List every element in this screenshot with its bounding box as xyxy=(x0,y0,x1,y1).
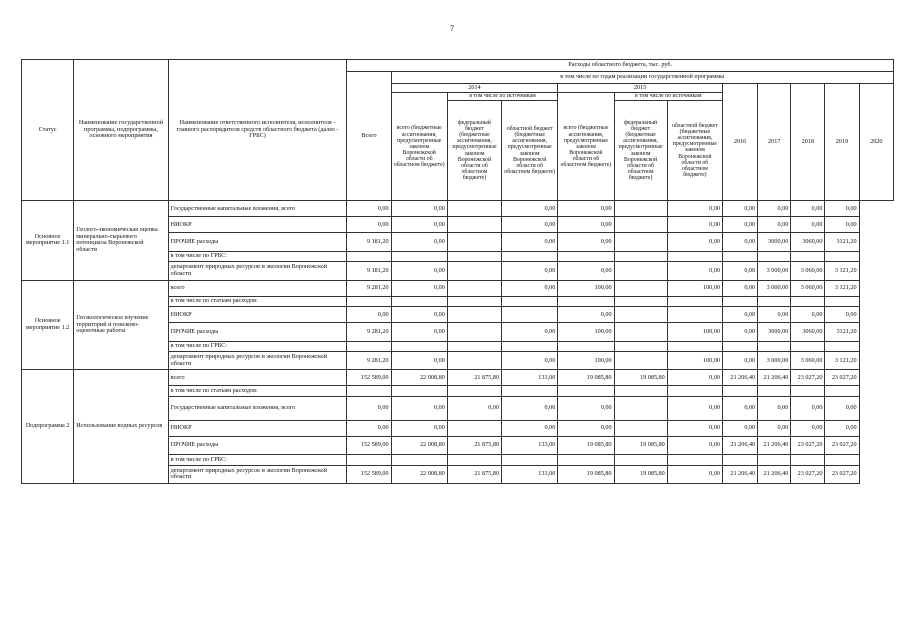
value-cell: 0,00 xyxy=(723,217,758,233)
value-cell: 0,00 xyxy=(825,397,859,421)
value-cell xyxy=(447,296,501,307)
header-executor: Наименование ответственного исполнителя, исполнителя - главного распорядителя средств областного бюджета (далее - ГРБС) xyxy=(168,60,347,201)
value-cell: 23 027,20 xyxy=(825,370,859,386)
value-cell: 3 060,00 xyxy=(791,262,825,280)
value-cell xyxy=(347,341,391,352)
value-cell: 100,00 xyxy=(558,323,614,341)
value-cell: 3060,00 xyxy=(791,233,825,251)
value-cell xyxy=(447,251,501,262)
value-cell xyxy=(791,341,825,352)
value-cell xyxy=(667,307,722,323)
header-2014-federal: федеральный бюджет (бюджетные ассигнования, предусмотренные законом Воронежской области об областном бюджете) xyxy=(447,100,501,201)
value-cell xyxy=(723,454,758,465)
value-cell: 0,00 xyxy=(791,397,825,421)
value-cell: 0,00 xyxy=(723,233,758,251)
value-cell xyxy=(347,296,391,307)
value-cell: 0,00 xyxy=(667,420,722,436)
header-year-2017: 2017 xyxy=(758,83,791,201)
value-cell: 0,00 xyxy=(667,397,722,421)
value-cell: 21 206,40 xyxy=(758,465,791,483)
value-cell xyxy=(825,251,859,262)
status-cell: Основное мероприятие 1.1 xyxy=(22,201,74,280)
value-cell: 133,00 xyxy=(502,436,558,454)
value-cell: 0,00 xyxy=(502,280,558,296)
value-cell: 0,00 xyxy=(791,420,825,436)
table-row xyxy=(22,280,894,296)
value-cell xyxy=(502,296,558,307)
row-label-cell: ПРОЧИЕ расходы xyxy=(168,436,347,454)
value-cell xyxy=(502,251,558,262)
header-year-2016: 2016 xyxy=(723,83,758,201)
value-cell: 100,00 xyxy=(667,323,722,341)
status-cell: Основное мероприятие 1.2 xyxy=(22,280,74,370)
value-cell xyxy=(347,251,391,262)
row-label-cell: НИОКР xyxy=(168,217,347,233)
value-cell: 0,00 xyxy=(758,420,791,436)
value-cell: 0,00 xyxy=(558,262,614,280)
page-number: 7 xyxy=(450,24,454,33)
value-cell xyxy=(502,307,558,323)
value-cell: 0,00 xyxy=(502,420,558,436)
value-cell: 19 085,80 xyxy=(614,370,667,386)
value-cell: 21 206,40 xyxy=(758,370,791,386)
value-cell: 100,00 xyxy=(667,280,722,296)
value-cell: 3000,00 xyxy=(758,233,791,251)
value-cell xyxy=(614,280,667,296)
value-cell xyxy=(447,341,501,352)
value-cell: 3060,00 xyxy=(791,323,825,341)
value-cell: 0,00 xyxy=(347,397,391,421)
row-label-cell: департамент природных ресурсов и экологии Воронежской области xyxy=(168,465,347,483)
value-cell xyxy=(614,201,667,217)
value-cell xyxy=(447,262,501,280)
value-cell: 0,00 xyxy=(502,352,558,370)
value-cell xyxy=(825,296,859,307)
value-cell xyxy=(614,420,667,436)
value-cell xyxy=(791,454,825,465)
value-cell: 3 121,20 xyxy=(825,280,859,296)
value-cell: 0,00 xyxy=(391,262,447,280)
value-cell xyxy=(758,341,791,352)
row-label-cell: ПРОЧИЕ расходы xyxy=(168,233,347,251)
value-cell: 3 000,00 xyxy=(758,262,791,280)
value-cell xyxy=(447,201,501,217)
value-cell: 152 589,00 xyxy=(347,465,391,483)
value-cell xyxy=(723,341,758,352)
value-cell xyxy=(614,217,667,233)
value-cell: 21 875,80 xyxy=(447,465,501,483)
value-cell xyxy=(791,386,825,397)
value-cell: 23 027,20 xyxy=(825,465,859,483)
value-cell: 0,00 xyxy=(502,217,558,233)
value-cell xyxy=(723,251,758,262)
value-cell: 0,00 xyxy=(502,233,558,251)
value-cell: 100,00 xyxy=(558,280,614,296)
value-cell xyxy=(502,454,558,465)
value-cell: 0,00 xyxy=(667,233,722,251)
program-name-cell: Использование водных ресурсов xyxy=(74,370,168,484)
header-program: Наименование государственной программы, подпрограммы, основного мероприятия xyxy=(74,60,168,201)
row-label-cell: департамент природных ресурсов и экологии Воронежской области xyxy=(168,262,347,280)
value-cell: 0,00 xyxy=(723,397,758,421)
value-cell: 3 000,00 xyxy=(758,352,791,370)
value-cell: 0,00 xyxy=(825,201,859,217)
value-cell: 22 008,80 xyxy=(391,370,447,386)
value-cell xyxy=(667,296,722,307)
value-cell: 0,00 xyxy=(447,397,501,421)
value-cell xyxy=(614,251,667,262)
value-cell: 0,00 xyxy=(723,262,758,280)
header-by-years: в том числе по годам реализации государственной программы xyxy=(391,71,893,83)
value-cell xyxy=(391,251,447,262)
row-label-cell: ПРОЧИЕ расходы xyxy=(168,323,347,341)
value-cell xyxy=(614,386,667,397)
header-2015-total: всего (бюджетные ассигнования, предусмотренные законом Воронежской области об областном бюджете) xyxy=(558,93,614,201)
value-cell: 0,00 xyxy=(502,397,558,421)
value-cell xyxy=(667,454,722,465)
value-cell xyxy=(447,386,501,397)
value-cell xyxy=(614,323,667,341)
value-cell xyxy=(614,397,667,421)
row-label-cell: в том числе по статьям расходов: xyxy=(168,296,347,307)
value-cell: 0,00 xyxy=(502,262,558,280)
value-cell: 0,00 xyxy=(723,307,758,323)
header-2014-sources: в том числе по источникам xyxy=(447,93,557,101)
value-cell xyxy=(723,386,758,397)
value-cell xyxy=(758,296,791,307)
table-body xyxy=(22,60,894,484)
header-2014-regional: областной бюджет (бюджетные ассигнования, предусмотренные законом Воронежской области об областном бюджете) xyxy=(502,100,558,201)
value-cell xyxy=(614,454,667,465)
value-cell xyxy=(447,233,501,251)
value-cell xyxy=(558,386,614,397)
program-name-cell: Геолого-экономическая оценка минерально-сырьевого потенциала Воронежской области xyxy=(74,201,168,280)
value-cell: 0,00 xyxy=(502,323,558,341)
value-cell xyxy=(391,296,447,307)
value-cell: 0,00 xyxy=(558,307,614,323)
value-cell: 0,00 xyxy=(667,465,722,483)
row-label-cell: НИОКР xyxy=(168,420,347,436)
value-cell xyxy=(447,420,501,436)
value-cell: 0,00 xyxy=(558,420,614,436)
value-cell: 19 085,80 xyxy=(614,465,667,483)
value-cell: 3 121,20 xyxy=(825,262,859,280)
value-cell: 3 060,00 xyxy=(791,280,825,296)
value-cell: 19 085,80 xyxy=(558,370,614,386)
value-cell xyxy=(347,454,391,465)
value-cell xyxy=(723,296,758,307)
value-cell: 0,00 xyxy=(723,280,758,296)
value-cell: 21 206,40 xyxy=(758,436,791,454)
value-cell xyxy=(447,217,501,233)
value-cell xyxy=(558,341,614,352)
value-cell: 0,00 xyxy=(791,201,825,217)
value-cell xyxy=(391,386,447,397)
value-cell: 0,00 xyxy=(825,420,859,436)
value-cell: 21 206,40 xyxy=(723,370,758,386)
value-cell xyxy=(391,341,447,352)
value-cell: 0,00 xyxy=(667,262,722,280)
value-cell: 22 008,80 xyxy=(391,465,447,483)
value-cell xyxy=(614,262,667,280)
value-cell: 9 181,20 xyxy=(347,262,391,280)
value-cell xyxy=(558,296,614,307)
header-2015-federal: федеральный бюджет (бюджетные ассигнования, предусмотренные законом Воронежской области об областном бюджете) xyxy=(614,100,667,201)
row-label-cell: Государственные капитальные вложения, всего xyxy=(168,397,347,421)
header-year-2018: 2018 xyxy=(791,83,825,201)
value-cell: 0,00 xyxy=(502,201,558,217)
value-cell xyxy=(825,341,859,352)
value-cell: 0,00 xyxy=(791,307,825,323)
value-cell: 9 281,20 xyxy=(347,352,391,370)
value-cell: 0,00 xyxy=(791,217,825,233)
value-cell: 23 027,20 xyxy=(791,370,825,386)
value-cell xyxy=(758,251,791,262)
value-cell: 0,00 xyxy=(667,436,722,454)
value-cell: 0,00 xyxy=(825,307,859,323)
value-cell: 0,00 xyxy=(391,352,447,370)
header-2015-sources: в том числе по источникам xyxy=(614,93,722,101)
value-cell: 0,00 xyxy=(825,217,859,233)
value-cell xyxy=(791,251,825,262)
budget-table xyxy=(21,59,894,484)
value-cell xyxy=(825,386,859,397)
value-cell: 0,00 xyxy=(391,217,447,233)
value-cell xyxy=(502,386,558,397)
value-cell: 0,00 xyxy=(347,201,391,217)
value-cell: 3000,00 xyxy=(758,323,791,341)
value-cell xyxy=(447,307,501,323)
value-cell xyxy=(667,251,722,262)
value-cell: 19 085,80 xyxy=(614,436,667,454)
value-cell xyxy=(825,454,859,465)
value-cell: 0,00 xyxy=(758,397,791,421)
value-cell: 19 085,80 xyxy=(558,465,614,483)
value-cell: 23 027,20 xyxy=(791,465,825,483)
value-cell xyxy=(614,307,667,323)
value-cell: 3 000,00 xyxy=(758,280,791,296)
header-year-2015: 2015 xyxy=(558,83,723,93)
value-cell: 21 875,80 xyxy=(447,370,501,386)
value-cell: 0,00 xyxy=(558,397,614,421)
value-cell: 0,00 xyxy=(347,217,391,233)
header-total: Всего xyxy=(347,71,391,201)
value-cell: 0,00 xyxy=(391,233,447,251)
value-cell: 133,00 xyxy=(502,370,558,386)
table-row xyxy=(22,201,894,217)
value-cell: 0,00 xyxy=(667,370,722,386)
value-cell: 0,00 xyxy=(391,307,447,323)
value-cell xyxy=(447,280,501,296)
value-cell: 0,00 xyxy=(391,323,447,341)
value-cell: 0,00 xyxy=(558,217,614,233)
value-cell: 3 060,00 xyxy=(791,352,825,370)
value-cell xyxy=(758,454,791,465)
value-cell: 0,00 xyxy=(758,201,791,217)
value-cell: 0,00 xyxy=(391,420,447,436)
value-cell: 0,00 xyxy=(723,323,758,341)
value-cell: 0,00 xyxy=(758,217,791,233)
value-cell: 0,00 xyxy=(667,217,722,233)
value-cell: 0,00 xyxy=(723,420,758,436)
value-cell xyxy=(447,352,501,370)
value-cell xyxy=(667,341,722,352)
row-label-cell: в том числе по ГРБС: xyxy=(168,454,347,465)
value-cell xyxy=(347,386,391,397)
value-cell: 23 027,20 xyxy=(825,436,859,454)
value-cell: 0,00 xyxy=(347,307,391,323)
value-cell: 152 589,00 xyxy=(347,370,391,386)
value-cell xyxy=(791,296,825,307)
header-year-2019: 2019 xyxy=(825,83,859,201)
header-year-2014: 2014 xyxy=(391,83,558,93)
value-cell: 3121,20 xyxy=(825,323,859,341)
value-cell xyxy=(447,454,501,465)
value-cell: 0,00 xyxy=(391,280,447,296)
value-cell: 0,00 xyxy=(723,201,758,217)
row-label-cell: в том числе по статьям расходов: xyxy=(168,386,347,397)
value-cell xyxy=(758,386,791,397)
value-cell: 3 121,20 xyxy=(825,352,859,370)
row-label-cell: всего xyxy=(168,280,347,296)
value-cell: 0,00 xyxy=(391,397,447,421)
row-label-cell: департамент природных ресурсов и экологии Воронежской области xyxy=(168,352,347,370)
value-cell: 22 008,80 xyxy=(391,436,447,454)
header-year-2020: 2020 xyxy=(859,83,893,201)
value-cell: 0,00 xyxy=(667,201,722,217)
value-cell xyxy=(502,341,558,352)
header-expenses: Расходы областного бюджета, тыс. руб. xyxy=(347,60,894,72)
row-label-cell: в том числе по ГРБС: xyxy=(168,251,347,262)
value-cell: 0,00 xyxy=(391,201,447,217)
value-cell: 9 181,20 xyxy=(347,233,391,251)
value-cell xyxy=(614,341,667,352)
header-2015-regional: областной бюджет (бюджетные ассигнования, предусмотренные законом Воронежской области об областном бюджете) xyxy=(667,100,722,201)
status-cell: Подпрограмма 2 xyxy=(22,370,74,484)
value-cell: 100,00 xyxy=(558,352,614,370)
value-cell xyxy=(447,323,501,341)
value-cell: 133,00 xyxy=(502,465,558,483)
table-row xyxy=(22,370,894,386)
value-cell: 0,00 xyxy=(558,201,614,217)
row-label-cell: всего xyxy=(168,370,347,386)
program-name-cell: Геоэкологическое изучение территорий и поисково-оценочные работы xyxy=(74,280,168,370)
header-2014-total: всего (бюджетные ассигнования, предусмотренные законом Воронежской области об областном бюджете) xyxy=(391,93,447,201)
value-cell: 0,00 xyxy=(758,307,791,323)
value-cell: 21 206,40 xyxy=(723,465,758,483)
row-label-cell: Государственные капитальные вложения, всего xyxy=(168,201,347,217)
value-cell: 0,00 xyxy=(558,233,614,251)
row-label-cell: НИОКР xyxy=(168,307,347,323)
value-cell: 3121,20 xyxy=(825,233,859,251)
value-cell: 21 206,40 xyxy=(723,436,758,454)
value-cell xyxy=(558,251,614,262)
row-label-cell: в том числе по ГРБС: xyxy=(168,341,347,352)
value-cell: 23 027,20 xyxy=(791,436,825,454)
value-cell xyxy=(391,454,447,465)
value-cell: 9 281,20 xyxy=(347,280,391,296)
value-cell: 9 281,20 xyxy=(347,323,391,341)
value-cell: 0,00 xyxy=(723,352,758,370)
value-cell: 21 875,80 xyxy=(447,436,501,454)
value-cell: 19 085,80 xyxy=(558,436,614,454)
value-cell xyxy=(614,233,667,251)
value-cell xyxy=(558,454,614,465)
value-cell xyxy=(614,352,667,370)
value-cell xyxy=(667,386,722,397)
value-cell: 152 589,00 xyxy=(347,436,391,454)
value-cell: 0,00 xyxy=(347,420,391,436)
value-cell: 100,00 xyxy=(667,352,722,370)
header-status: Статус xyxy=(22,60,74,201)
value-cell xyxy=(614,296,667,307)
